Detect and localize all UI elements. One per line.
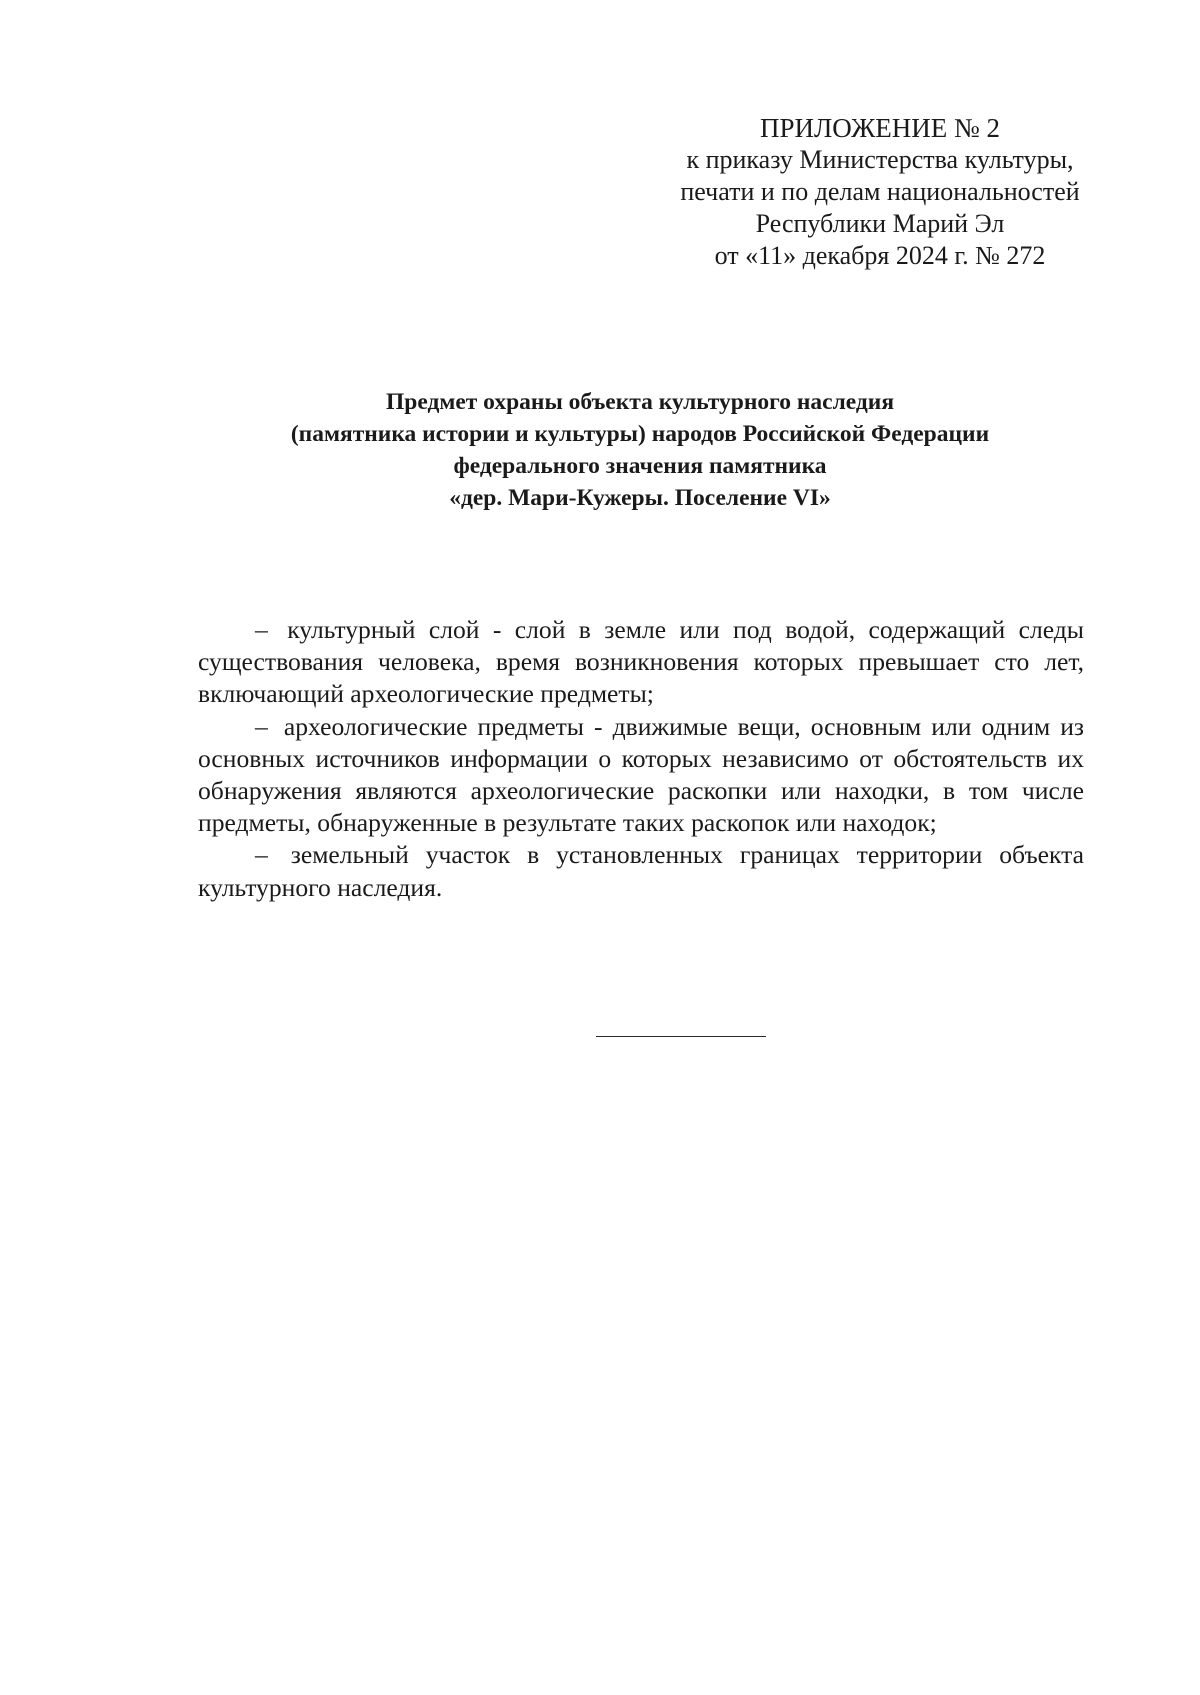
annex-line: печати и по делам национальностей (680, 177, 1080, 206)
annex-header (640, 112, 1120, 272)
dash-marker: – (255, 840, 268, 870)
list-item-text: культурный слой - слой в земле или под водой, содержащий следы существования человека, время возникновения которых превышает сто лет, включающий археологические предметы; (198, 615, 1084, 709)
list-item-text: земельный участок в установленных границах территории объекта культурного наследия. (198, 840, 1084, 902)
list-item (198, 614, 1084, 711)
dash-marker: – (255, 711, 268, 741)
annex-line: Республики Марий Эл (755, 209, 1005, 238)
title-line: федерального значения памятника (453, 453, 827, 479)
list-item (198, 839, 1084, 903)
annex-line: от «11» декабря 2024 г. № 272 (714, 241, 1046, 270)
document-title (150, 386, 1130, 514)
dash-marker: – (255, 615, 268, 644)
closing-rule (596, 1036, 766, 1037)
list-item-text: археологические предметы - движимые вещи, основным или одним из основных источников информации о которых независимо от обстоятельств их обнаружения являются археологические раскопки или находки, в том числе предметы, обнаруженные в результате таких раскопок или находок; (198, 711, 1085, 838)
annex-title: ПРИЛОЖЕНИЕ № 2 (759, 113, 1001, 143)
title-line: (памятника истории и культуры) народов Российской Федерации (290, 421, 990, 447)
title-line: Предмет охраны объекта культурного наследия (385, 389, 895, 415)
annex-line: к приказу Министерства культуры, (686, 145, 1074, 174)
protection-items-list (198, 614, 1084, 904)
list-item (198, 711, 1084, 840)
title-line: «дер. Мари-Кужеры. Поселение VI» (449, 485, 831, 511)
